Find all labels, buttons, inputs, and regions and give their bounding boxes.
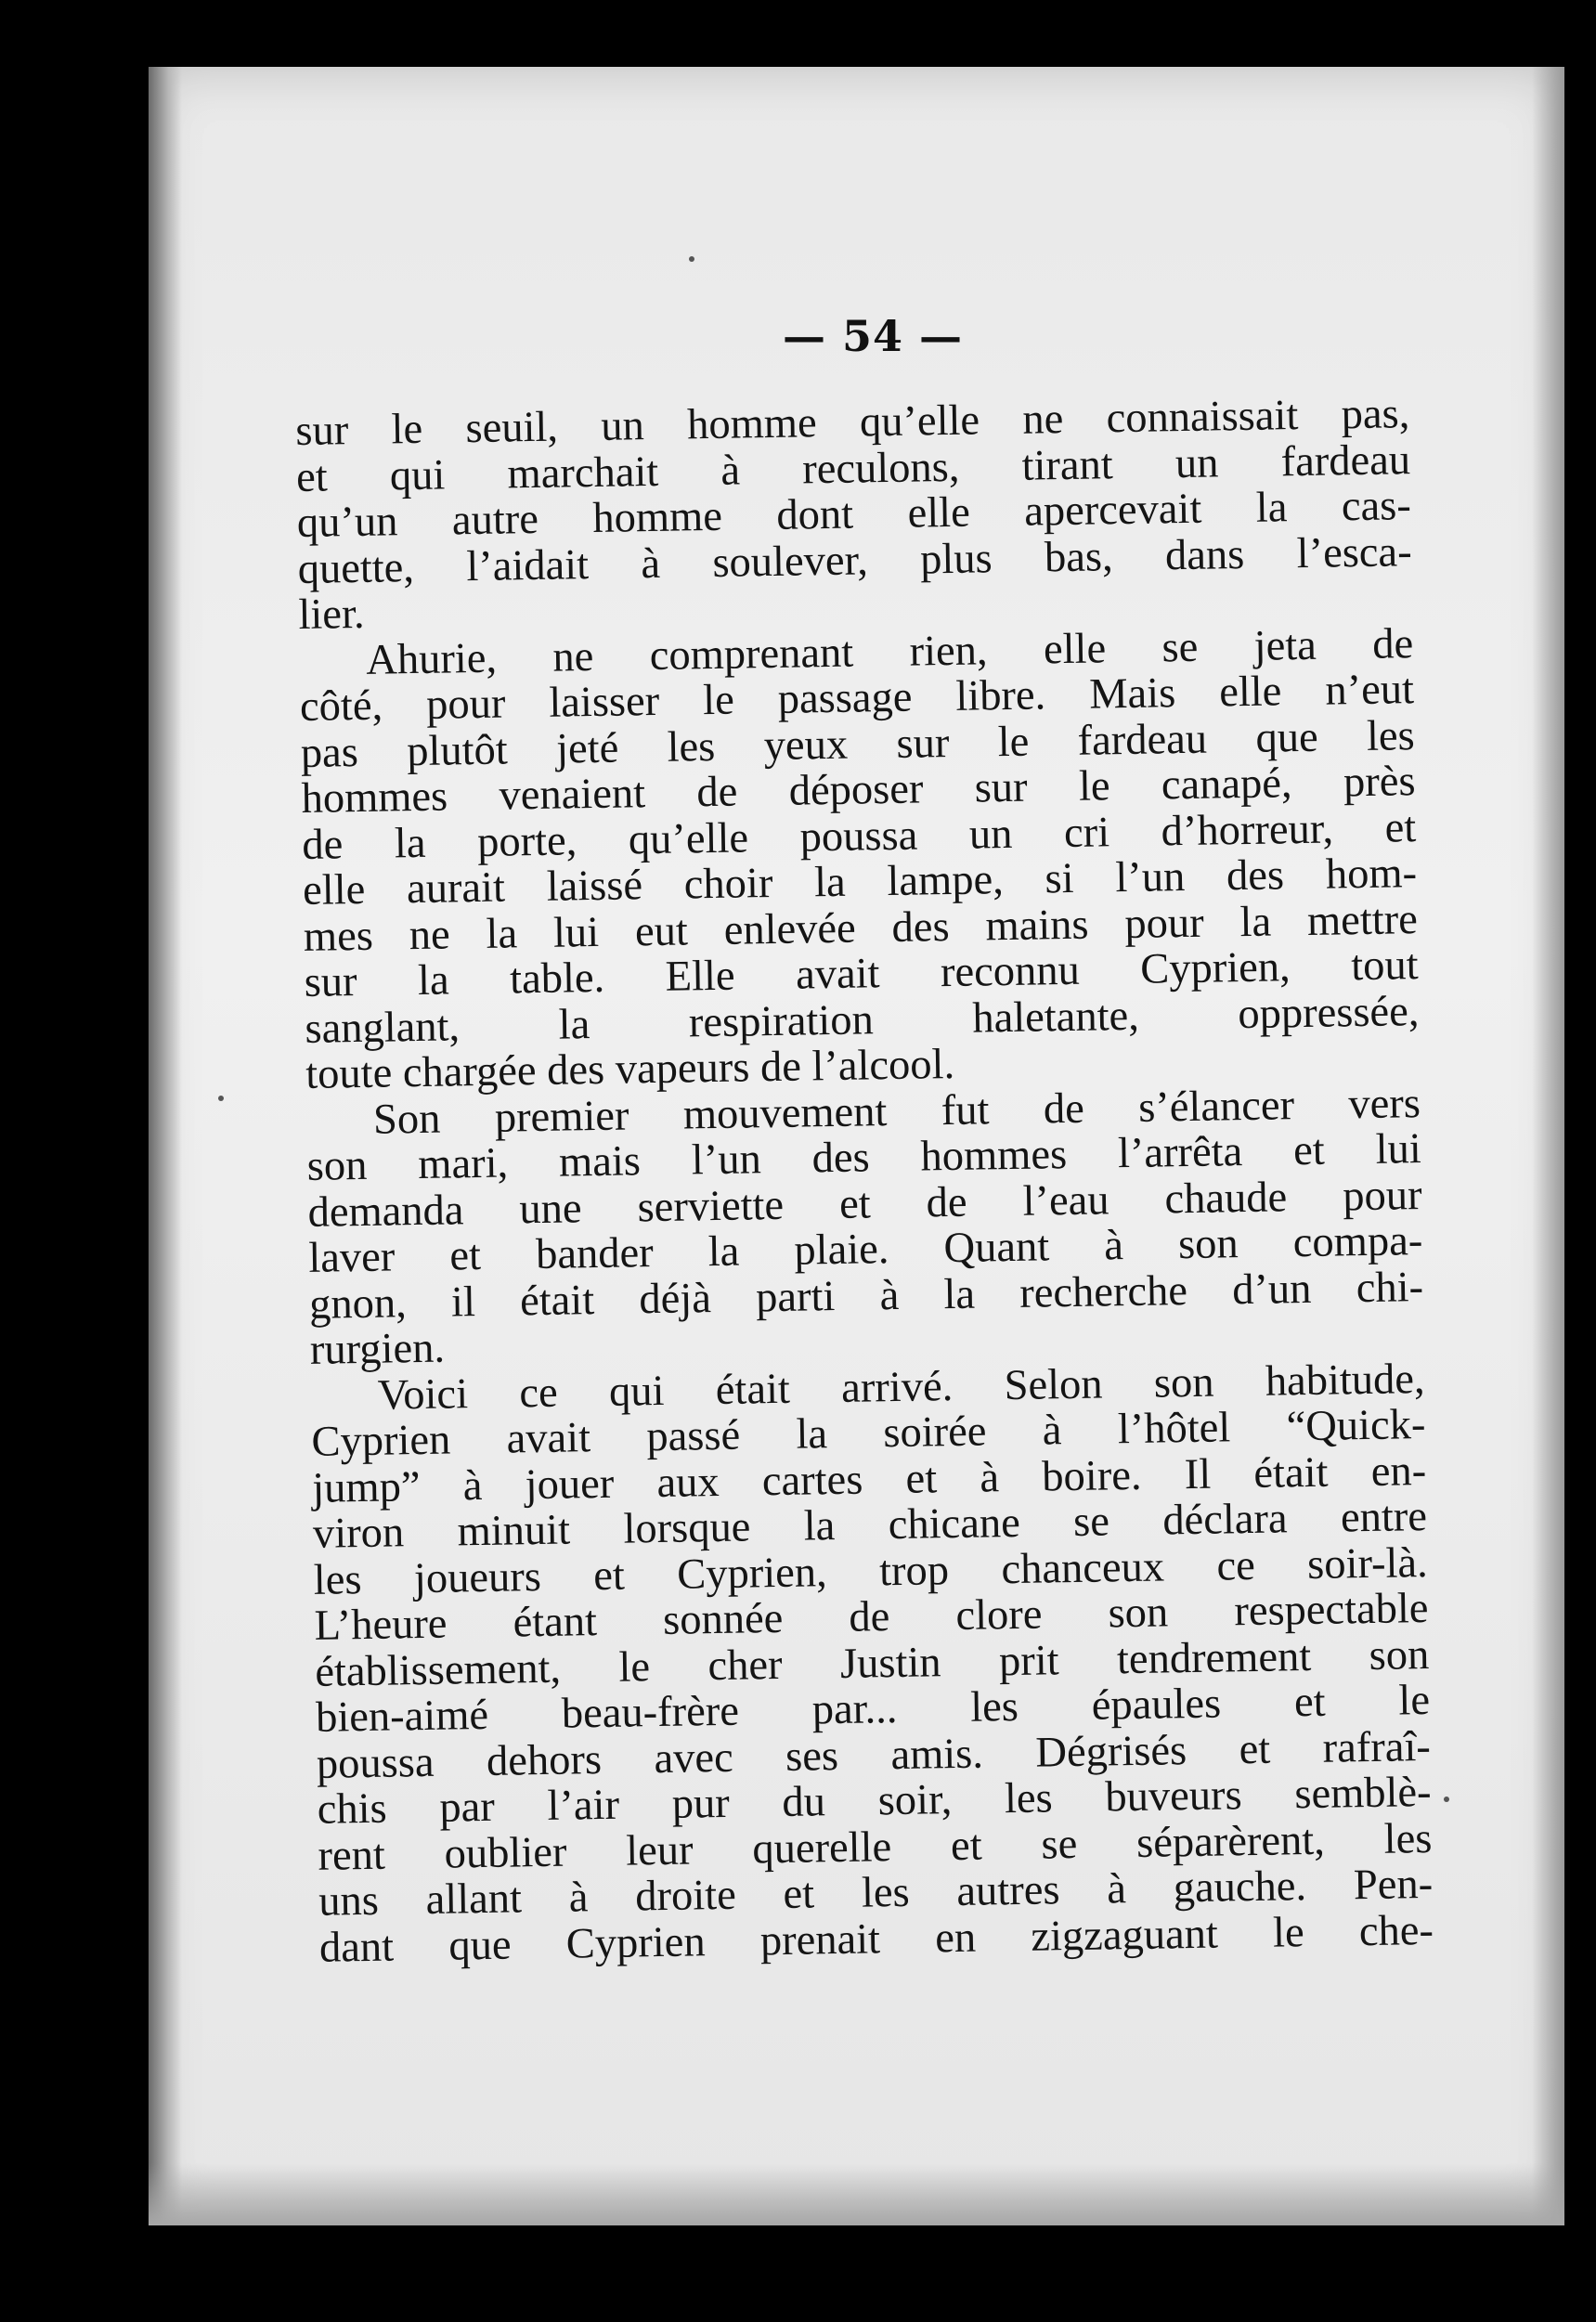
text-line: jump” à jouer aux cartes et à boire. Il était en- [311,1446,1427,1512]
text-line: Ahurie, ne comprenant rien, elle se jeta de [365,619,1414,684]
text-line: pas plutôt jeté les yeux sur le fardeau que les [300,711,1416,777]
text-line: Son premier mouvement fut de s’élancer vers [372,1079,1421,1144]
text-line: sanglant, la respiration haletante, oppressée, [305,987,1420,1053]
text-line: chis par l’air pur du soir, les buveurs semblè- [317,1768,1432,1834]
text-line: sur la table. Elle avait reconnu Cyprien, tout [304,941,1419,1006]
text-line: les joueurs et Cyprien, trop chanceux ce soir-là. [313,1538,1429,1604]
text-line: gnon, il était déjà parti à la recherche d’un chi- [308,1263,1424,1329]
text-line: quette, l’aidait à soulever, plus bas, dans l’esca- [297,527,1412,593]
text-line: L’heure étant sonnée de clore son respectable [314,1584,1429,1650]
text-line: établissement, le cher Justin prit tendrement son [314,1630,1430,1696]
paragraph [306,1081,1425,1374]
text-line: de la porte, qu’elle poussa un cri d’horreur, et [301,803,1417,869]
text-line: son mari, mais l’un des hommes l’arrêta et lui [306,1125,1422,1190]
text-line: demanda une serviette et de l’eau chaude pour [307,1171,1422,1237]
dust-speck [218,1096,224,1101]
paragraph [310,1356,1434,1971]
text-line: uns allant à droite et les autres à gauche. Pen- [318,1860,1434,1926]
text-line: bien-aimé beau-frère par... les épaules et le [315,1676,1431,1742]
text-line: poussa dehors avec ses amis. Dégrisés et rafraî- [316,1722,1432,1788]
text-line: dant que Cyprien prenait en zigzaguant le che- [318,1906,1434,1972]
text-line: hommes venaient de déposer sur le canapé, près [301,758,1416,823]
text-line: rent oublier leur querelle et se séparèrent, les [318,1814,1433,1880]
page-spine-shadow [149,67,182,2225]
page-bottom-edge-shadow [149,2163,1564,2225]
paragraph [295,391,1413,638]
paragraph [299,621,1421,1098]
text-line: côté, pour laisser le passage libre. Mais elle n’eut [299,666,1415,731]
text-line: rurgien. [309,1324,446,1374]
text-line: toute chargée des vapeurs de l’alcool. [305,1040,955,1098]
page-number: — 54 — [782,311,964,361]
dust-speck [1444,1797,1449,1802]
text-line: qu’un autre homme dont elle apercevait la cas- [296,482,1412,547]
text-line: Voici ce qui était arrivé. Selon son habitude, [377,1355,1425,1420]
text-line: Cyprien avait passé la soirée à l’hôtel “Quick- [311,1401,1426,1466]
page-right-edge-shadow [1532,67,1564,2225]
text-line: elle aurait laissé choir la lampe, si l’un des hom- [302,850,1418,915]
text-line: mes ne la lui eut enlevée des mains pour la mettre [303,895,1419,961]
text-line: viron minuit lorsque la chicane se déclara entre [312,1493,1428,1558]
dust-speck [689,256,694,262]
text-line: lier. [298,590,365,639]
text-line: et qui marchait à reculons, tirant un fardeau [295,435,1411,501]
text-line: sur le seuil, un homme qu’elle ne connaissait pas, [294,390,1410,455]
text-line: laver et bander la plaie. Quant à son compa- [307,1217,1423,1282]
body-text [295,391,1434,1971]
